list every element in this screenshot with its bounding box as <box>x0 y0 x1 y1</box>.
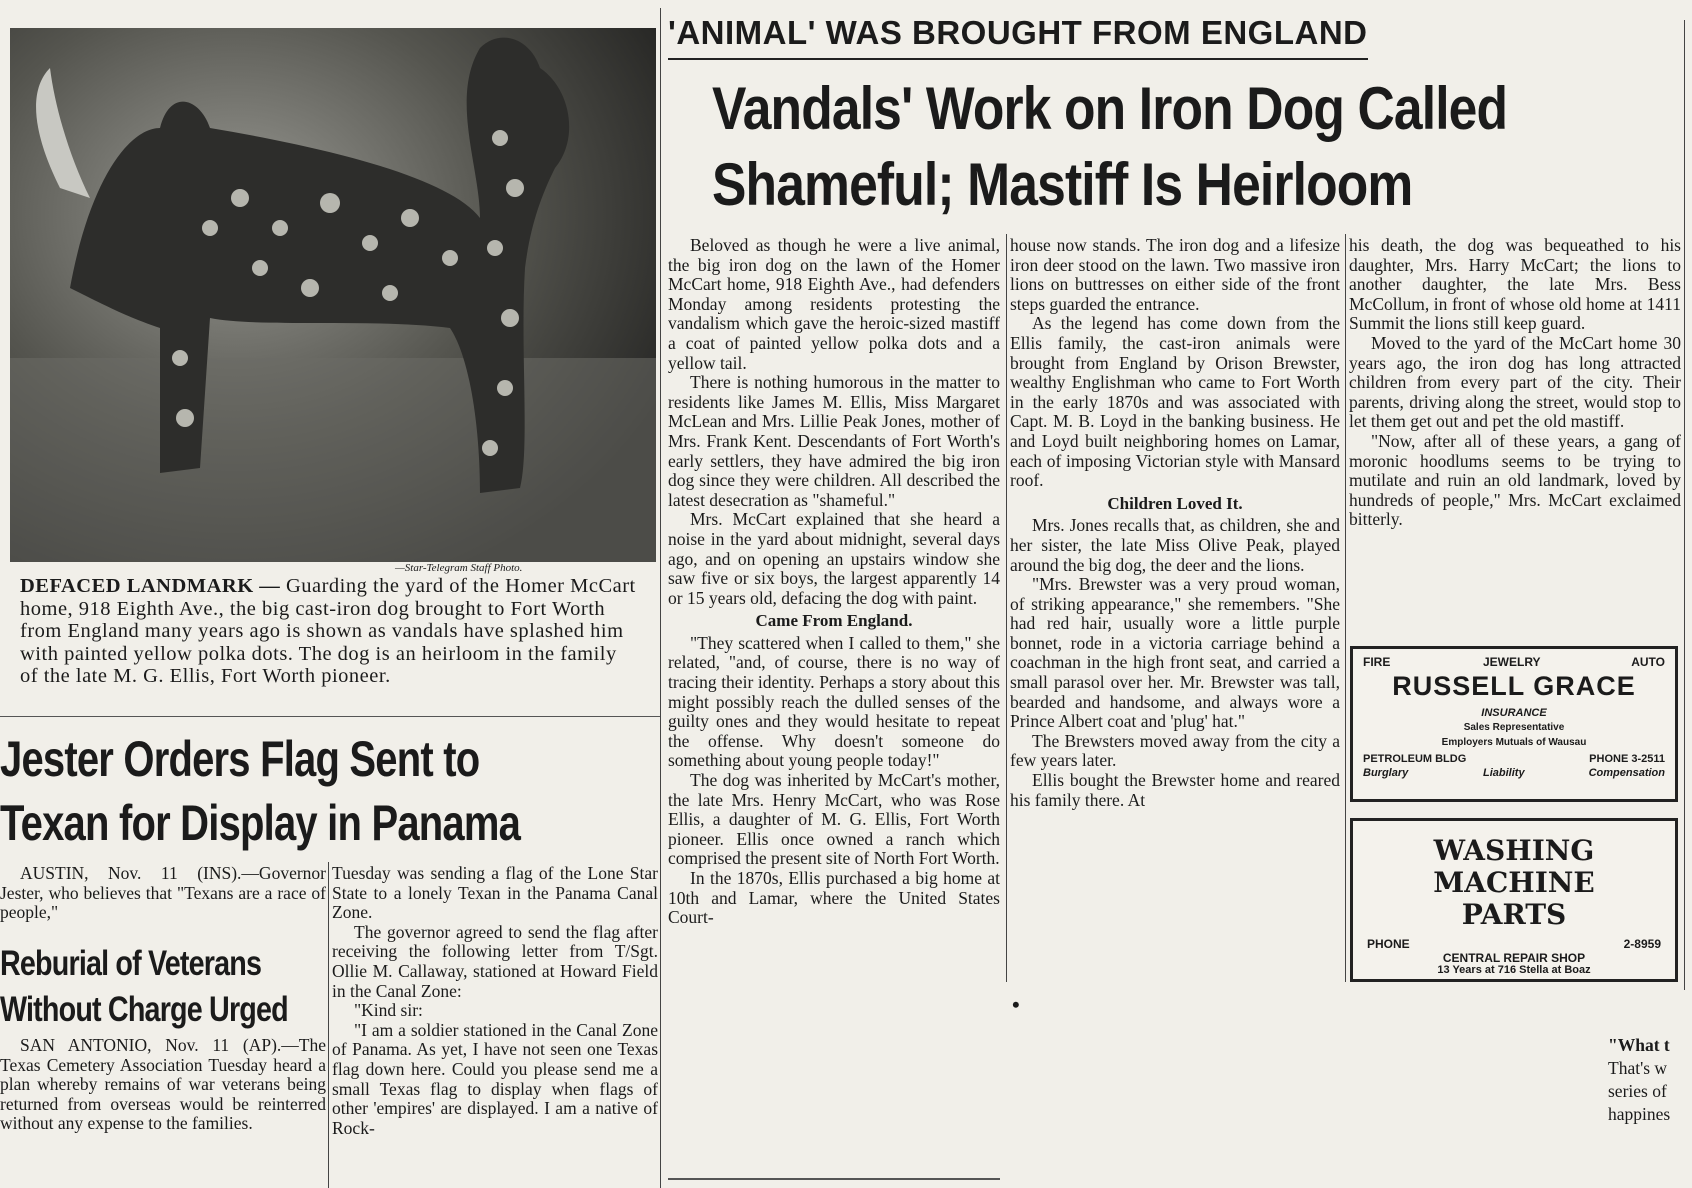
subhead-children-loved-it: Children Loved It. <box>1107 493 1243 513</box>
edge-rule <box>1684 20 1685 990</box>
ad-jewelry: JEWELRY <box>1483 655 1541 669</box>
bottom-rule <box>668 1178 1000 1180</box>
ad-title-line: WASHING <box>1433 834 1595 867</box>
paragraph: "Mrs. Brewster was a very proud woman, of striking appearance," she remembers. "She had red hair, usually wore a little purple bonnet, rode in a victoria carriage behind a coachman in the high front seat, and carried a small parasol over her. Mr. Brewster was tall, bearded and handsome, and always wore a Prince Albert coat and 'plug' hat." <box>1010 574 1340 732</box>
caption-lead: DEFACED LANDMARK — <box>20 575 286 597</box>
caption-text: Guarding the yard of the Homer McCart home, 918 Eighth Ave., the big cast-iron dog brought to Fort Worth from England many years ago is shown as vandals have splashed him with painted yellow polka dots. The dog is an heirloom in the family of the late M. G. Ellis, Fort Worth pioneer. <box>20 575 636 687</box>
main-headline-line2: Shameful; Mastiff Is Heirloom <box>712 151 1413 218</box>
ad-russell-grace <box>1350 646 1678 802</box>
ad-auto: AUTO <box>1631 655 1665 669</box>
paragraph: In the 1870s, Ellis purchased a big home at 10th and Lamar, where the United States Court- <box>668 868 1000 928</box>
jester-column-b <box>332 864 658 1138</box>
paragraph: As the legend has come down from the Ellis family, the cast-iron animals were brought from England by Orison Brewster, wealthy Englishman who came to Fort Worth in the early 1870s and was associated with Capt. M. B. Loyd in the banking business. He and Loyd built neighboring homes on Lamar, each of imposing Victorian style with Mansard roof. <box>1010 313 1340 491</box>
adjacent-article-fragment <box>1608 1034 1692 1126</box>
paragraph: Moved to the yard of the McCart home 30 years ago, the iron dog has long attracted children from every part of the city. Their parents, driving along the street, would stop to let them get out and pet the old mastiff. <box>1349 332 1681 432</box>
ad-insurance: INSURANCE <box>1481 707 1547 719</box>
fragment-line: "What t <box>1608 1035 1670 1055</box>
paragraph: AUSTIN, Nov. 11 (INS).—Governor Jester, who believes that "Texans are a race of people," <box>0 863 326 923</box>
ad-title-line: PARTS <box>1461 898 1567 931</box>
paragraph: There is nothing humorous in the matter to residents like James M. Ellis, Miss Margaret McLean and Mrs. Lillie Peak Jones, mother of Mrs. Frank Kent. Descendants of Fort Worth's early settlers, they have admired the big iron dog since they were children. All described the latest desecration as "shameful." <box>668 372 1000 510</box>
kicker-rule <box>668 58 1368 60</box>
ad-bldg: PETROLEUM BLDG <box>1363 753 1467 765</box>
top-kicker: 'ANIMAL' WAS BROUGHT FROM ENGLAND <box>668 14 1368 51</box>
subhead-came-from-england: Came From England. <box>755 611 913 631</box>
ad-russell-name: RUSSELL GRACE <box>1392 671 1636 701</box>
ad-washing-phone: 2-8959 <box>1623 937 1661 951</box>
iron-dog-illustration <box>10 28 656 562</box>
article-column-2 <box>1010 236 1340 810</box>
ad-rep: Sales Representative <box>1463 722 1565 733</box>
paragraph: The governor agreed to send the flag after receiving the following letter from T/Sgt. Ollie M. Callaway, stationed at Howard Field in the Canal Zone: <box>332 921 658 1001</box>
ad-compensation: Compensation <box>1588 767 1665 779</box>
paragraph: Ellis bought the Brewster home and reared his family there. At <box>1010 770 1340 810</box>
ad-burglary: Burglary <box>1363 767 1409 779</box>
ad-phone: PHONE 3-2511 <box>1589 753 1665 765</box>
column-rule <box>1345 234 1346 982</box>
paragraph: "Now, after all of these years, a gang of moronic hoodlums seems to be trying to mutilate and ruin an old landmark, loved by hundreds of people," Mrs. McCart exclaimed bitterly. <box>1349 430 1681 530</box>
article-column-3 <box>1349 236 1681 530</box>
paragraph: The dog was inherited by McCart's mother, the late Mrs. Henry McCart, who was Rose Ellis, a daughter of M. G. Ellis, Fort Worth pioneer. Ellis once owned a ranch which comprised the present site of North Fort Worth. <box>668 770 1000 869</box>
reburial-text <box>0 1036 326 1134</box>
column-rule <box>1006 234 1007 982</box>
bullet: • <box>1012 992 1020 1017</box>
main-headline-line1: Vandals' Work on Iron Dog Called <box>712 75 1508 142</box>
ad-address: 13 Years at 716 Stella at Boaz <box>1437 964 1591 976</box>
reburial-headline-line2: Without Charge Urged <box>0 990 288 1029</box>
paragraph: The Brewsters moved away from the city a few years later. <box>1010 730 1340 771</box>
article-column-1 <box>668 236 1000 928</box>
fragment-line: happines <box>1608 1104 1671 1124</box>
ad-title-line: MACHINE <box>1433 866 1595 899</box>
column-rule <box>328 862 329 1188</box>
paragraph: "I am a soldier stationed in the Canal Zone of Panama. As yet, I have not seen one Texas flag down here. Could you please send me a small Texas flag to display when flags of other 'empires' are displayed. I am a native of Rock- <box>332 1019 658 1138</box>
ad-washing-title <box>1353 835 1675 931</box>
ad-washing-machine-parts <box>1350 818 1678 982</box>
jester-headline-line1: Jester Orders Flag Sent to <box>0 731 480 787</box>
reburial-headline-line1: Reburial of Veterans <box>0 944 262 983</box>
column-rule-main <box>660 8 661 1188</box>
jester-headline-line2: Texan for Display in Panama <box>0 795 521 851</box>
paragraph: Tuesday was sending a flag of the Lone Star State to a lonely Texan in the Panama Canal Zone. <box>332 863 658 923</box>
jester-column-a <box>0 864 326 923</box>
ad-liability: Liability <box>1483 767 1525 779</box>
paragraph: SAN ANTONIO, Nov. 11 (AP).—The Texas Cemetery Association Tuesday heard a plan whereby remains of war veterans being returned from overseas would be reinterred without any expense to the families. <box>0 1035 326 1134</box>
fragment-line: series of <box>1608 1081 1667 1101</box>
ad-shop: CENTRAL REPAIR SHOP <box>1442 951 1586 965</box>
section-rule <box>0 716 660 717</box>
ad-phone-label: PHONE <box>1367 937 1410 951</box>
photo-credit: —Star-Telegram Staff Photo. <box>395 562 523 574</box>
paragraph: house now stands. The iron dog and a lifesize iron deer stood on the lawn. Two massive iron lions on buttresses on either side of the front steps guarded the entrance. <box>1010 235 1340 314</box>
fragment-line: That's w <box>1608 1058 1668 1078</box>
photo-iron-dog <box>10 28 656 562</box>
paragraph: Mrs. McCart explained that she heard a noise in the yard about midnight, several days ago, and on opening an upstairs window she saw five or six boys, the largest apparently 14 or 15 years old, defacing the dog with paint. <box>668 509 1000 608</box>
paragraph: Mrs. Jones recalls that, as children, she and her sister, the late Miss Olive Peak, played around the big dog, the deer and the lions. <box>1010 515 1340 575</box>
paragraph: his death, the dog was bequeathed to his daughter, Mrs. Harry McCart; the lions to another daughter, the late Mrs. Bess McCollum, in front of whose old home at 1411 Summit the lions still keep guard. <box>1349 235 1681 334</box>
paragraph: Beloved as though he were a live animal, the big iron dog on the lawn of the Homer McCart home, 918 Eighth Ave., had defenders Monday among residents protesting the vandalism which gave the heroic-sized mastiff a coat of painted yellow polka dots and a yellow tail. <box>668 235 1000 373</box>
ad-employer: Employers Mutuals of Wausau <box>1441 737 1587 748</box>
paragraph: "Kind sir: <box>354 1000 423 1021</box>
paragraph: "They scattered when I called to them," she related, "and, of course, there is no way of tracing their identity. Perhaps a story about this might possibly reach the dulled senses of the guilty ones and they would hesitate to repeat the offense. Why doesn't someone do something about young people today!" <box>668 632 1000 771</box>
ad-fire: FIRE <box>1363 655 1391 669</box>
photo-caption <box>20 575 640 688</box>
